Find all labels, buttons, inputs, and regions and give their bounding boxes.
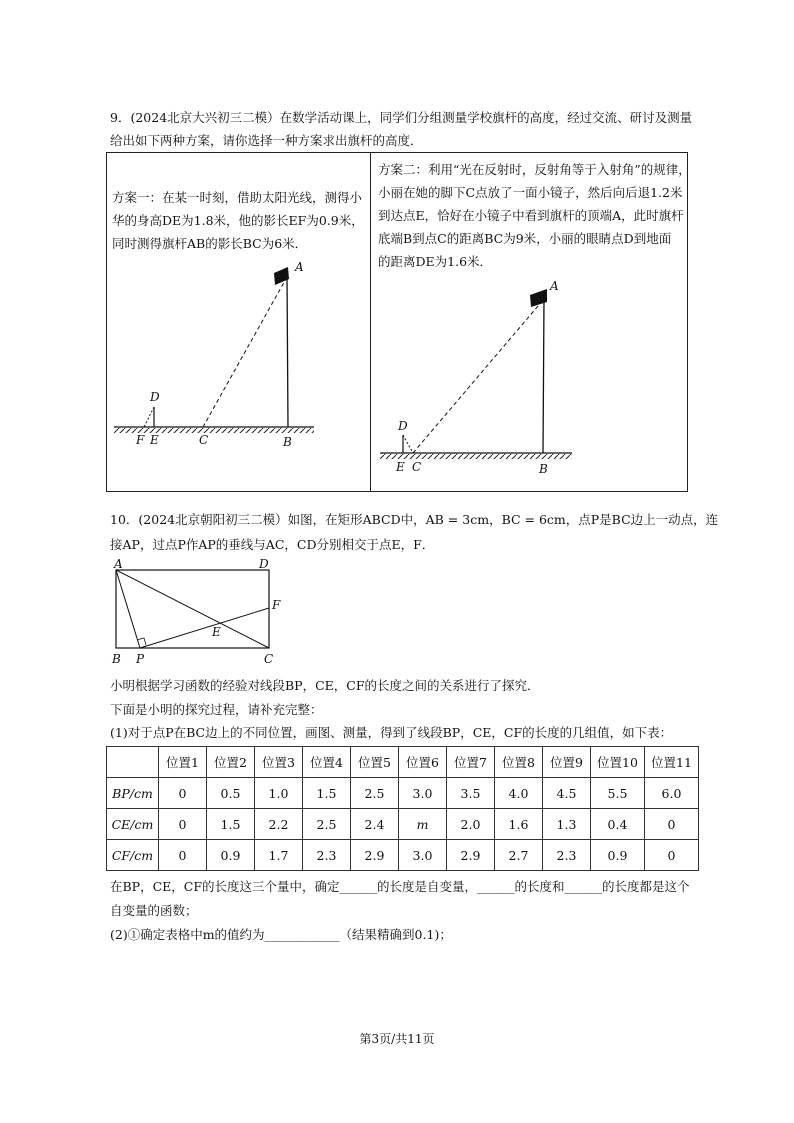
label-C: C bbox=[199, 433, 209, 447]
label-A: A bbox=[550, 279, 559, 293]
table-cell: 位置10 bbox=[591, 747, 645, 778]
table-header-row bbox=[107, 747, 699, 778]
table-cell: 1.0 bbox=[255, 778, 303, 809]
table-cell: 位置3 bbox=[255, 747, 303, 778]
table-cell: 2.3 bbox=[543, 840, 591, 871]
table-cell: 2.3 bbox=[303, 840, 351, 871]
table-cell: m bbox=[399, 809, 447, 840]
ground-hatch bbox=[380, 454, 572, 459]
table-cell: 1.3 bbox=[543, 809, 591, 840]
shadow-ray-DF bbox=[144, 407, 154, 427]
plan-table-divider bbox=[370, 152, 371, 492]
reflect-ray-DC bbox=[403, 435, 413, 453]
table-cell: 0 bbox=[645, 809, 699, 840]
table-cell: 位置6 bbox=[399, 747, 447, 778]
q10-text-line8: (2)①确定表格中m的值约为____________（结果精确到0.1)； bbox=[110, 927, 452, 942]
plan1-line: 方案一：在某一时刻，借助太阳光线，测得小 bbox=[112, 190, 363, 205]
q10-text-line3: 小明根据学习函数的经验对线段BP，CE，CF的长度之间的关系进行了探究． bbox=[110, 678, 540, 693]
label-C: C bbox=[412, 460, 422, 474]
table-cell: 2.0 bbox=[447, 809, 495, 840]
plan1-figure bbox=[106, 255, 368, 455]
data-table bbox=[106, 746, 699, 871]
table-cell: 0.4 bbox=[591, 809, 645, 840]
q10-text-line1: 10．(2024北京朝阳初三二模）如图，在矩形ABCD中，AB = 3cm，BC = 6cm，点P是BC边上一动点，连 bbox=[110, 512, 719, 527]
q10-text-line5: (1)对于点P在BC边上的不同位置，画图、测量，得到了线段BP，CE，CF的长度的几组值，如下表： bbox=[110, 725, 673, 740]
table-cell: 位置1 bbox=[159, 747, 207, 778]
segment-PF bbox=[140, 608, 269, 648]
table-cell: 5.5 bbox=[591, 778, 645, 809]
label-B: B bbox=[112, 652, 121, 666]
plan2-line: 方案二：利用“光在反射时，反射角等于入射角”的规律， bbox=[378, 162, 691, 177]
reflect-ray-CA bbox=[413, 299, 544, 453]
label-P: P bbox=[136, 652, 145, 666]
rectangle-figure bbox=[106, 556, 296, 668]
table-cell: 0 bbox=[159, 809, 207, 840]
table-row bbox=[107, 809, 699, 840]
table-row bbox=[107, 778, 699, 809]
table-cell: 0.9 bbox=[207, 840, 255, 871]
q9-text-line1: 9．(2024北京大兴初三二模）在数学活动课上，同学们分组测量学校旗杆的高度，经过交流、研讨及测量 bbox=[110, 110, 693, 125]
plan1-text bbox=[112, 186, 364, 255]
table-cell: 位置2 bbox=[207, 747, 255, 778]
table-row bbox=[107, 840, 699, 871]
plan1-line: 同时测得旗杆AB的影长BC为6米． bbox=[112, 236, 308, 251]
label-E: E bbox=[212, 625, 221, 639]
table-cell: BP/cm bbox=[107, 778, 159, 809]
label-F: F bbox=[136, 433, 145, 447]
table-cell: 0 bbox=[159, 840, 207, 871]
table-cell: 3.5 bbox=[447, 778, 495, 809]
table-cell: 1.6 bbox=[495, 809, 543, 840]
flagpole-AB bbox=[287, 275, 288, 427]
plan2-line: 底端B到点C的距离BC为9米，小丽的眼睛点D到地面 bbox=[378, 231, 672, 246]
page-footer: 第3页/共11页 bbox=[359, 1032, 435, 1046]
label-A: A bbox=[295, 260, 304, 274]
table-cell: 位置8 bbox=[495, 747, 543, 778]
table-cell: 2.5 bbox=[303, 809, 351, 840]
label-B: B bbox=[539, 462, 548, 475]
label-C: C bbox=[264, 652, 274, 666]
plan2-figure bbox=[372, 275, 686, 475]
table-cell: 2.9 bbox=[351, 840, 399, 871]
table-cell: 0.9 bbox=[591, 840, 645, 871]
q10-text-line6: 在BP，CE，CF的长度这三个量中，确定______的长度是自变量，______的长度和______的长度都是这个 bbox=[110, 879, 690, 894]
flagpole-AB bbox=[543, 299, 544, 453]
label-E: E bbox=[150, 433, 159, 447]
plan2-line: 小丽在她的脚下C点放了一面小镜子，然后向后退1.2米 bbox=[378, 185, 683, 200]
table-cell: CF/cm bbox=[107, 840, 159, 871]
plan2-line: 的距离DE为1.6米． bbox=[378, 254, 493, 269]
table-cell: CE/cm bbox=[107, 809, 159, 840]
label-D: D bbox=[398, 419, 408, 433]
table-cell: 2.4 bbox=[351, 809, 399, 840]
diagonal-AC bbox=[116, 570, 269, 648]
q10-text-line2: 接AP，过点P作AP的垂线与AC，CD分别相交于点E，F． bbox=[110, 537, 435, 552]
table-cell: 1.5 bbox=[303, 778, 351, 809]
table-cell: 2.7 bbox=[495, 840, 543, 871]
table-cell: 4.5 bbox=[543, 778, 591, 809]
plan1-line: 华的身高DE为1.8米，他的影长EF为0.9米， bbox=[112, 213, 364, 228]
table-cell: 0 bbox=[159, 778, 207, 809]
q10-text-line7: 自变量的函数； bbox=[110, 903, 198, 918]
segment-AP bbox=[116, 570, 140, 648]
table-cell: 0.5 bbox=[207, 778, 255, 809]
label-B: B bbox=[283, 435, 292, 449]
table-cell: 4.0 bbox=[495, 778, 543, 809]
label-A: A bbox=[114, 557, 123, 571]
table-cell: 1.5 bbox=[207, 809, 255, 840]
table-cell: 1.7 bbox=[255, 840, 303, 871]
table-cell: 位置4 bbox=[303, 747, 351, 778]
table-cell: 位置11 bbox=[645, 747, 699, 778]
q9-text-line2: 给出如下两种方案，请你选择一种方案求出旗杆的高度． bbox=[110, 133, 423, 148]
label-D: D bbox=[259, 557, 269, 571]
table-cell: 位置9 bbox=[543, 747, 591, 778]
table-cell: 2.2 bbox=[255, 809, 303, 840]
plan2-text bbox=[378, 158, 691, 273]
label-E: E bbox=[396, 460, 405, 474]
table-cell: 位置5 bbox=[351, 747, 399, 778]
label-D: D bbox=[150, 390, 160, 404]
shadow-ray-AC bbox=[203, 277, 287, 427]
table-cell: 0 bbox=[645, 840, 699, 871]
table-cell: 6.0 bbox=[645, 778, 699, 809]
table-cell: 3.0 bbox=[399, 778, 447, 809]
table-cell: 2.9 bbox=[447, 840, 495, 871]
table-cell: 位置7 bbox=[447, 747, 495, 778]
table-cell bbox=[107, 747, 159, 778]
table-cell: 3.0 bbox=[399, 840, 447, 871]
label-F: F bbox=[272, 598, 281, 612]
table-cell: 2.5 bbox=[351, 778, 399, 809]
q10-text-line4: 下面是小明的探究过程，请补充完整： bbox=[110, 702, 323, 717]
plan2-line: 到达点E，恰好在小镜子中看到旗杆的顶端A，此时旗杆 bbox=[378, 208, 684, 223]
